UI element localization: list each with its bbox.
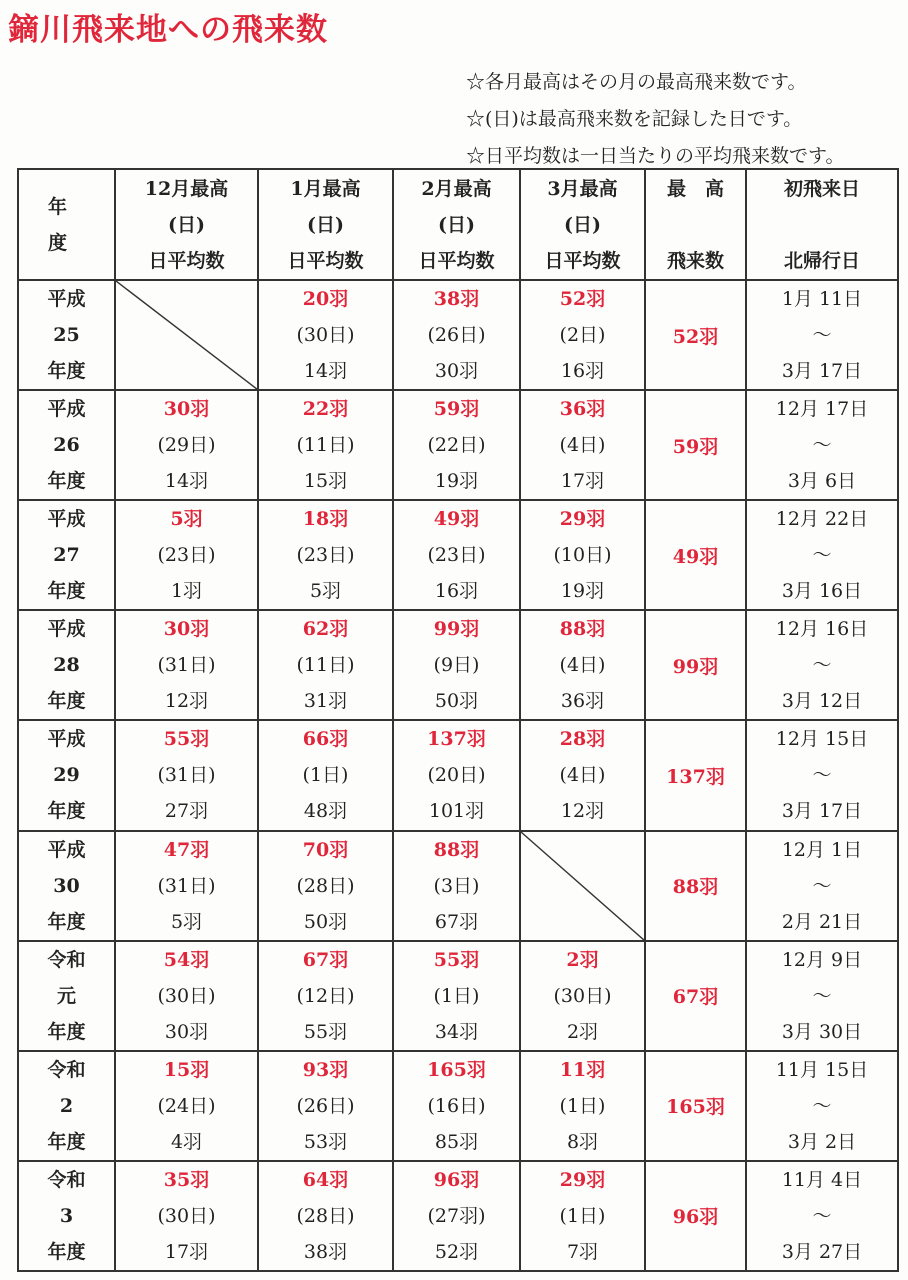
month-cell xyxy=(520,1051,645,1161)
month-max: 59羽 xyxy=(433,398,480,421)
year-suffix: 年度 xyxy=(47,470,86,493)
tilde: ～ xyxy=(812,654,832,677)
month-cell xyxy=(115,831,258,941)
month-cell xyxy=(520,390,645,500)
month-max: 88羽 xyxy=(559,618,606,641)
header-month-mar: 3月最高 (日) 日平均数 xyxy=(520,169,645,280)
month-cell xyxy=(115,1161,258,1271)
month-cell xyxy=(520,610,645,720)
arrivals-table xyxy=(17,168,899,1272)
max-value: 49羽 xyxy=(672,545,719,568)
first-arrival: 12月 1日 xyxy=(781,838,863,861)
tilde: ～ xyxy=(812,1094,832,1117)
month-cell xyxy=(520,280,645,390)
month-cell xyxy=(393,1051,520,1161)
dates-cell xyxy=(746,500,898,610)
month-avg: 1羽 xyxy=(170,580,203,603)
month-avg: 14羽 xyxy=(164,470,209,493)
year-suffix: 年度 xyxy=(47,910,86,933)
month-avg: 19羽 xyxy=(560,580,605,603)
month-cell xyxy=(520,720,645,830)
year-suffix: 年度 xyxy=(47,800,86,823)
month-day: (31日) xyxy=(157,654,216,677)
table-row xyxy=(18,720,898,830)
header-row xyxy=(18,169,898,280)
month-avg: 67羽 xyxy=(434,910,479,933)
month-day: (20日) xyxy=(427,764,486,787)
header-year: 年 度 xyxy=(18,169,115,280)
month-day: (2日) xyxy=(559,324,606,347)
max-value: 52羽 xyxy=(672,325,719,348)
month-max: 88羽 xyxy=(433,838,480,861)
table-row xyxy=(18,941,898,1051)
max-value: 96羽 xyxy=(672,1206,719,1229)
year-num: 27 xyxy=(53,544,80,567)
month-avg: 50羽 xyxy=(434,690,479,713)
month-cell xyxy=(115,610,258,720)
month-max: 18羽 xyxy=(302,508,349,531)
year-num: 元 xyxy=(56,984,76,1007)
note-line: ☆(日)は最高飛来数を記録した日です。 xyxy=(466,108,803,130)
year-cell xyxy=(18,941,115,1051)
month-avg: 16羽 xyxy=(434,580,479,603)
month-day: (4日) xyxy=(559,654,606,677)
month-cell xyxy=(393,500,520,610)
month-day: (1日) xyxy=(559,1204,606,1227)
month-max: 30羽 xyxy=(163,618,210,641)
month-day: (1日) xyxy=(433,984,480,1007)
month-max: 99羽 xyxy=(433,618,480,641)
table-row xyxy=(18,610,898,720)
header-month-dec: 12月最高 (日) 日平均数 xyxy=(115,169,258,280)
month-max: 38羽 xyxy=(433,288,480,311)
month-day: (27羽) xyxy=(427,1204,486,1227)
month-day: (10日) xyxy=(553,544,612,567)
month-day: (30日) xyxy=(296,324,355,347)
month-max: 137羽 xyxy=(427,728,486,751)
year-num: 30 xyxy=(53,874,80,897)
month-day: (1日) xyxy=(559,1094,606,1117)
year-suffix: 年度 xyxy=(47,690,86,713)
dates-cell xyxy=(746,610,898,720)
month-cell xyxy=(258,1051,393,1161)
month-avg: 27羽 xyxy=(164,800,209,823)
max-cell xyxy=(645,1161,746,1271)
month-avg: 2羽 xyxy=(566,1020,599,1043)
table-row xyxy=(18,1161,898,1271)
year-cell xyxy=(18,280,115,390)
table-row xyxy=(18,390,898,500)
month-avg: 5羽 xyxy=(170,910,203,933)
month-cell xyxy=(115,1051,258,1161)
year-cell xyxy=(18,610,115,720)
year-num: 28 xyxy=(53,654,80,677)
month-max: 15羽 xyxy=(163,1058,210,1081)
year-era: 平成 xyxy=(47,398,86,421)
table-row xyxy=(18,1051,898,1161)
month-avg: 15羽 xyxy=(303,470,348,493)
month-day: (28日) xyxy=(296,874,355,897)
month-cell xyxy=(393,610,520,720)
month-cell xyxy=(258,831,393,941)
month-max: 96羽 xyxy=(433,1168,480,1191)
month-max: 30羽 xyxy=(163,398,210,421)
month-max: 67羽 xyxy=(302,948,349,971)
last-departure: 3月 16日 xyxy=(781,580,863,603)
month-day: (26日) xyxy=(296,1094,355,1117)
year-cell xyxy=(18,1161,115,1271)
month-cell xyxy=(258,500,393,610)
tilde: ～ xyxy=(812,764,832,787)
month-max: 29羽 xyxy=(559,1168,606,1191)
max-cell xyxy=(645,831,746,941)
month-max: 70羽 xyxy=(302,838,349,861)
year-era: 平成 xyxy=(47,288,86,311)
dates-cell xyxy=(746,390,898,500)
month-day: (22日) xyxy=(427,434,486,457)
month-avg: 55羽 xyxy=(303,1020,348,1043)
month-max: 64羽 xyxy=(302,1168,349,1191)
month-cell xyxy=(258,390,393,500)
month-day: (16日) xyxy=(427,1094,486,1117)
table-row xyxy=(18,831,898,941)
month-cell xyxy=(115,720,258,830)
month-max: 54羽 xyxy=(163,948,210,971)
max-cell xyxy=(645,941,746,1051)
year-suffix: 年度 xyxy=(47,580,86,603)
empty-cell xyxy=(520,831,645,941)
month-cell xyxy=(258,941,393,1051)
tilde: ～ xyxy=(812,544,832,567)
month-cell xyxy=(393,280,520,390)
max-value: 165羽 xyxy=(666,1096,725,1119)
month-max: 66羽 xyxy=(302,728,349,751)
note-line: ☆各月最高はその月の最高飛来数です。 xyxy=(466,71,807,93)
first-arrival: 12月 17日 xyxy=(775,398,869,421)
year-era: 平成 xyxy=(47,508,86,531)
max-cell xyxy=(645,720,746,830)
first-arrival: 12月 22日 xyxy=(775,508,869,531)
year-num: 26 xyxy=(53,434,80,457)
last-departure: 3月 30日 xyxy=(781,1020,863,1043)
max-cell xyxy=(645,1051,746,1161)
month-day: (3日) xyxy=(433,874,480,897)
month-cell xyxy=(520,941,645,1051)
last-departure: 3月 17日 xyxy=(781,800,863,823)
first-arrival: 12月 9日 xyxy=(781,948,863,971)
month-max: 2羽 xyxy=(566,948,599,971)
max-value: 59羽 xyxy=(672,435,719,458)
page-title: 鏑川飛来地への飛来数 xyxy=(8,12,328,48)
month-max: 35羽 xyxy=(163,1168,210,1191)
note-line: ☆日平均数は一日当たりの平均飛来数です。 xyxy=(466,145,845,167)
header-month-jan: 1月最高 (日) 日平均数 xyxy=(258,169,393,280)
first-arrival: 1月 11日 xyxy=(781,288,863,311)
max-value: 99羽 xyxy=(672,655,719,678)
month-day: (11日) xyxy=(296,434,355,457)
last-departure: 3月 12日 xyxy=(781,690,863,713)
year-cell xyxy=(18,390,115,500)
max-cell xyxy=(645,280,746,390)
tilde: ～ xyxy=(812,874,832,897)
header-month-feb: 2月最高 (日) 日平均数 xyxy=(393,169,520,280)
max-value: 67羽 xyxy=(672,986,719,1009)
month-cell xyxy=(115,941,258,1051)
month-day: (30日) xyxy=(157,984,216,1007)
month-cell xyxy=(393,390,520,500)
month-avg: 16羽 xyxy=(560,360,605,383)
year-era: 平成 xyxy=(47,838,86,861)
month-max: 52羽 xyxy=(559,288,606,311)
year-num: 25 xyxy=(53,324,80,347)
month-max: 55羽 xyxy=(433,948,480,971)
month-cell xyxy=(393,720,520,830)
month-avg: 12羽 xyxy=(164,690,209,713)
month-day: (29日) xyxy=(157,434,216,457)
year-cell xyxy=(18,1051,115,1161)
month-cell xyxy=(115,390,258,500)
month-day: (11日) xyxy=(296,654,355,677)
max-cell xyxy=(645,610,746,720)
month-cell xyxy=(258,610,393,720)
month-max: 55羽 xyxy=(163,728,210,751)
month-avg: 12羽 xyxy=(560,800,605,823)
month-avg: 52羽 xyxy=(434,1240,479,1263)
month-day: (4日) xyxy=(559,434,606,457)
month-cell xyxy=(258,720,393,830)
max-value: 88羽 xyxy=(672,876,719,899)
month-avg: 85羽 xyxy=(434,1130,479,1153)
month-max: 165羽 xyxy=(427,1058,486,1081)
first-arrival: 12月 16日 xyxy=(775,618,869,641)
empty-cell xyxy=(115,280,258,390)
month-day: (4日) xyxy=(559,764,606,787)
month-avg: 4羽 xyxy=(170,1130,203,1153)
year-num: 29 xyxy=(53,764,80,787)
month-avg: 50羽 xyxy=(303,910,348,933)
max-cell xyxy=(645,390,746,500)
notes xyxy=(466,64,844,175)
month-max: 5羽 xyxy=(170,508,203,531)
year-era: 令和 xyxy=(47,1168,86,1191)
header-max: 最 高 飛来数 xyxy=(645,169,746,280)
month-avg: 19羽 xyxy=(434,470,479,493)
first-arrival: 12月 15日 xyxy=(775,728,869,751)
table-row xyxy=(18,280,898,390)
diagonal-slash xyxy=(116,281,257,389)
last-departure: 3月 27日 xyxy=(781,1240,863,1263)
table-row xyxy=(18,500,898,610)
month-avg: 48羽 xyxy=(303,800,348,823)
year-cell xyxy=(18,500,115,610)
year-num: 3 xyxy=(59,1204,74,1227)
month-max: 20羽 xyxy=(302,288,349,311)
last-departure: 3月 2日 xyxy=(787,1130,857,1153)
month-day: (30日) xyxy=(553,984,612,1007)
month-day: (31日) xyxy=(157,874,216,897)
max-value: 137羽 xyxy=(666,765,725,788)
header-dates: 初飛来日 北帰行日 xyxy=(746,169,898,280)
month-avg: 17羽 xyxy=(560,470,605,493)
month-avg: 36羽 xyxy=(560,690,605,713)
month-max: 29羽 xyxy=(559,508,606,531)
tilde: ～ xyxy=(812,1204,832,1227)
month-avg: 53羽 xyxy=(303,1130,348,1153)
month-avg: 30羽 xyxy=(164,1020,209,1043)
month-cell xyxy=(115,500,258,610)
first-arrival: 11月 15日 xyxy=(775,1058,869,1081)
month-max: 93羽 xyxy=(302,1058,349,1081)
dates-cell xyxy=(746,280,898,390)
year-cell xyxy=(18,831,115,941)
month-day: (12日) xyxy=(296,984,355,1007)
month-day: (23日) xyxy=(296,544,355,567)
tilde: ～ xyxy=(812,324,832,347)
year-era: 令和 xyxy=(47,1058,86,1081)
last-departure: 3月 17日 xyxy=(781,360,863,383)
tilde: ～ xyxy=(812,434,832,457)
month-day: (28日) xyxy=(296,1204,355,1227)
dates-cell xyxy=(746,720,898,830)
month-avg: 7羽 xyxy=(566,1240,599,1263)
month-avg: 8羽 xyxy=(566,1130,599,1153)
max-cell xyxy=(645,500,746,610)
month-avg: 30羽 xyxy=(434,360,479,383)
last-departure: 3月 6日 xyxy=(787,470,857,493)
month-max: 49羽 xyxy=(433,508,480,531)
month-max: 11羽 xyxy=(559,1058,606,1081)
month-cell xyxy=(258,280,393,390)
month-cell xyxy=(393,1161,520,1271)
month-max: 62羽 xyxy=(302,618,349,641)
month-day: (9日) xyxy=(433,654,480,677)
year-suffix: 年度 xyxy=(47,1130,86,1153)
year-era: 平成 xyxy=(47,618,86,641)
month-cell xyxy=(258,1161,393,1271)
month-avg: 38羽 xyxy=(303,1240,348,1263)
year-era: 平成 xyxy=(47,728,86,751)
month-day: (24日) xyxy=(157,1094,216,1117)
year-cell xyxy=(18,720,115,830)
dates-cell xyxy=(746,1051,898,1161)
dates-cell xyxy=(746,941,898,1051)
month-cell xyxy=(393,941,520,1051)
last-departure: 2月 21日 xyxy=(781,910,863,933)
month-avg: 31羽 xyxy=(303,690,348,713)
dates-cell xyxy=(746,1161,898,1271)
month-avg: 34羽 xyxy=(434,1020,479,1043)
month-max: 22羽 xyxy=(302,398,349,421)
month-day: (31日) xyxy=(157,764,216,787)
month-max: 36羽 xyxy=(559,398,606,421)
month-avg: 101羽 xyxy=(428,800,485,823)
month-day: (23日) xyxy=(427,544,486,567)
year-suffix: 年度 xyxy=(47,1240,86,1263)
first-arrival: 11月 4日 xyxy=(781,1168,863,1191)
month-day: (26日) xyxy=(427,324,486,347)
year-suffix: 年度 xyxy=(47,360,86,383)
month-day: (30日) xyxy=(157,1204,216,1227)
dates-cell xyxy=(746,831,898,941)
month-max: 28羽 xyxy=(559,728,606,751)
year-era: 令和 xyxy=(47,948,86,971)
month-cell xyxy=(393,831,520,941)
year-suffix: 年度 xyxy=(47,1020,86,1043)
month-avg: 14羽 xyxy=(303,360,348,383)
month-cell xyxy=(520,500,645,610)
month-max: 47羽 xyxy=(163,838,210,861)
year-num: 2 xyxy=(59,1094,74,1117)
month-day: (23日) xyxy=(157,544,216,567)
month-avg: 17羽 xyxy=(164,1240,209,1263)
month-cell xyxy=(520,1161,645,1271)
tilde: ～ xyxy=(812,984,832,1007)
month-avg: 5羽 xyxy=(309,580,342,603)
month-day: (1日) xyxy=(302,764,349,787)
diagonal-slash xyxy=(521,832,644,940)
